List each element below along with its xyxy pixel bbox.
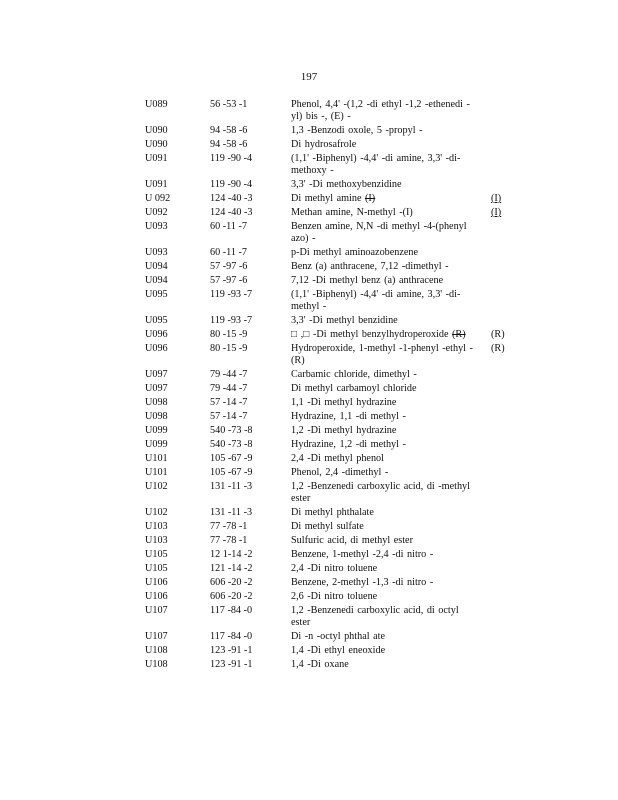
cas-number: 121 -14 -2 — [210, 563, 253, 574]
substance-name-text: Methan amine, N-methyl -(I) — [291, 207, 413, 218]
cas-number: 57 -97 -6 — [210, 275, 248, 286]
substance-name-text: 1,2 -Di methyl hydrazine — [291, 425, 397, 436]
cas-number: 124 -40 -3 — [210, 207, 253, 218]
hazard-code: (R) — [491, 329, 505, 340]
cas-number: 606 -20 -2 — [210, 577, 253, 588]
cas-number: 56 -53 -1 — [210, 99, 248, 110]
waste-code: U097 — [145, 383, 168, 394]
waste-code: U099 — [145, 439, 168, 450]
cas-number: 131 -11 -3 — [210, 481, 253, 492]
substance-name-text: Phenol, 4,4' -(1,2 -di ethyl -1,2 -ethenedi -yl) bis -, (E) - — [291, 99, 470, 122]
substance-name — [291, 439, 481, 451]
substance-name-text: 1,4 -Di ethyl eneoxide — [291, 645, 386, 656]
table-row — [145, 563, 515, 575]
cas-number: 12 1-14 -2 — [210, 549, 253, 560]
waste-code: U106 — [145, 577, 168, 588]
substance-name-text: Benzene, 2-methyl -1,3 -di nitro - — [291, 577, 434, 588]
substance-name — [291, 645, 481, 657]
table-row — [145, 645, 515, 657]
substance-name — [291, 453, 481, 465]
substance-name — [291, 125, 481, 137]
substance-name-text: Di methyl amine — [291, 193, 362, 204]
waste-code: U108 — [145, 659, 168, 670]
substance-name — [291, 383, 481, 395]
substance-name-text: 2,6 -Di nitro toluene — [291, 591, 378, 602]
table-row — [145, 591, 515, 603]
cas-number: 80 -15 -9 — [210, 343, 248, 354]
cas-number: 131 -11 -3 — [210, 507, 253, 518]
substance-name-text: Benzene, 1-methyl -2,4 -di nitro - — [291, 549, 434, 560]
table-row — [145, 467, 515, 479]
substance-name — [291, 275, 481, 287]
table-row — [145, 369, 515, 381]
cas-number: 119 -93 -7 — [210, 315, 253, 326]
substance-name-text: 7,12 -Di methyl benz (a) anthracene — [291, 275, 444, 286]
substance-name — [291, 549, 481, 561]
cas-number: 80 -15 -9 — [210, 329, 248, 340]
substance-name-text: Hydrazine, 1,1 -di methyl - — [291, 411, 406, 422]
table-row — [145, 329, 515, 341]
waste-code: U098 — [145, 397, 168, 408]
table-row — [145, 397, 515, 409]
table-row — [145, 179, 515, 191]
waste-code: U091 — [145, 179, 168, 190]
substance-name — [291, 139, 481, 151]
cas-number: 123 -91 -1 — [210, 645, 253, 656]
substance-name-text: Sulfuric acid, di methyl ester — [291, 535, 413, 546]
waste-code: U105 — [145, 563, 168, 574]
cas-number: 105 -67 -9 — [210, 467, 253, 478]
waste-code: U107 — [145, 605, 168, 616]
table-row — [145, 289, 515, 313]
table-row — [145, 535, 515, 547]
substance-name — [291, 369, 481, 381]
waste-code: U102 — [145, 507, 168, 518]
table-row — [145, 193, 515, 205]
substance-name — [291, 99, 481, 123]
substance-name — [291, 467, 481, 479]
table-row — [145, 439, 515, 451]
waste-code: U095 — [145, 315, 168, 326]
substance-name-text: (1,1' -Biphenyl) -4,4' -di amine, 3,3' -di-methyl - — [291, 289, 461, 312]
waste-code: U108 — [145, 645, 168, 656]
substance-name — [291, 207, 481, 219]
substance-name-text: (1,1' -Biphenyl) -4,4' -di amine, 3,3' -di-methoxy - — [291, 153, 461, 176]
table-row — [145, 275, 515, 287]
substance-name — [291, 563, 481, 575]
substance-name — [291, 289, 481, 313]
cas-number: 117 -84 -0 — [210, 631, 253, 642]
waste-code: U090 — [145, 125, 168, 136]
table-row — [145, 99, 515, 123]
waste-code: U094 — [145, 275, 168, 286]
cas-number: 60 -11 -7 — [210, 247, 247, 258]
substance-name — [291, 481, 481, 505]
substance-name — [291, 315, 481, 327]
waste-code: U090 — [145, 139, 168, 150]
cas-number: 94 -58 -6 — [210, 125, 248, 136]
substance-name-text: Di methyl carbamoyl chloride — [291, 383, 417, 394]
cas-number: 124 -40 -3 — [210, 193, 253, 204]
page-number: 197 — [300, 71, 318, 83]
substance-name — [291, 605, 481, 629]
waste-code: U106 — [145, 591, 168, 602]
substance-name-text: p-Di methyl aminoazobenzene — [291, 247, 419, 258]
table-row — [145, 343, 515, 367]
waste-code: U095 — [145, 289, 168, 300]
cas-number: 540 -73 -8 — [210, 425, 253, 436]
cas-number: 540 -73 -8 — [210, 439, 253, 450]
table-row — [145, 659, 515, 671]
waste-code: U089 — [145, 99, 168, 110]
cas-number: 119 -93 -7 — [210, 289, 253, 300]
substance-name — [291, 507, 481, 519]
substance-name — [291, 329, 481, 341]
waste-code: U093 — [145, 247, 168, 258]
substance-name-text: 2,4 -Di methyl phenol — [291, 453, 384, 464]
table-row — [145, 577, 515, 589]
hazard-code: (R) — [491, 343, 505, 354]
substance-name-text: 1,2 -Benzenedi carboxylic acid, di -methyl ester — [291, 481, 470, 504]
waste-code: U096 — [145, 329, 168, 340]
substance-name — [291, 535, 481, 547]
waste-code: U103 — [145, 521, 168, 532]
table-row — [145, 153, 515, 177]
substance-name-text: 3,3' -Di methyl benzidine — [291, 315, 398, 326]
table-row — [145, 631, 515, 643]
substance-name-text: Benzen amine, N,N -di methyl -4-(phenyl azo) - — [291, 221, 467, 244]
table-row — [145, 221, 515, 245]
substance-name — [291, 397, 481, 409]
waste-code: U102 — [145, 481, 168, 492]
cas-number: 79 -44 -7 — [210, 369, 248, 380]
substance-name — [291, 343, 481, 367]
substance-name-text: □ ,□ -Di methyl benzylhydroperoxide — [291, 329, 449, 340]
waste-code: U098 — [145, 411, 168, 422]
substance-name — [291, 247, 481, 259]
waste-code: U092 — [145, 207, 168, 218]
waste-code: U 092 — [145, 193, 171, 204]
waste-code: U091 — [145, 153, 168, 164]
substance-name — [291, 221, 481, 245]
waste-code: U099 — [145, 425, 168, 436]
substance-name-text: Di -n -octyl phthal ate — [291, 631, 385, 642]
substance-name — [291, 577, 481, 589]
substance-name-text: 3,3' -Di methoxybenzidine — [291, 179, 402, 190]
substance-name-text: 2,4 -Di nitro toluene — [291, 563, 378, 574]
cas-number: 57 -14 -7 — [210, 397, 248, 408]
substance-name-text: Di methyl sulfate — [291, 521, 364, 532]
table-row — [145, 315, 515, 327]
substance-name-text: Di hydrosafrole — [291, 139, 357, 150]
table-row — [145, 521, 515, 533]
table-row — [145, 507, 515, 519]
waste-code: U103 — [145, 535, 168, 546]
table-row — [145, 453, 515, 465]
table-row — [145, 481, 515, 505]
waste-code: U094 — [145, 261, 168, 272]
cas-number: 117 -84 -0 — [210, 605, 253, 616]
cas-number: 606 -20 -2 — [210, 591, 253, 602]
substance-name-text: 1,3 -Benzodi oxole, 5 -propyl - — [291, 125, 423, 136]
substance-name-text: Phenol, 2,4 -dimethyl - — [291, 467, 389, 478]
cas-number: 60 -11 -7 — [210, 221, 247, 232]
table-row — [145, 247, 515, 259]
table-row — [145, 139, 515, 151]
struck-hazard-code: (R) — [452, 329, 466, 340]
cas-number: 57 -14 -7 — [210, 411, 248, 422]
substance-name-text: Benz (a) anthracene, 7,12 -dimethyl - — [291, 261, 449, 272]
table-row — [145, 411, 515, 423]
struck-hazard-code: (I) — [365, 193, 376, 204]
table-row — [145, 549, 515, 561]
waste-code: U105 — [145, 549, 168, 560]
substance-name-text: Carbamic chloride, dimethyl - — [291, 369, 417, 380]
substance-name-text: 1,1 -Di methyl hydrazine — [291, 397, 397, 408]
substance-name-text: Hydrazine, 1,2 -di methyl - — [291, 439, 406, 450]
substance-name-text: 1,2 -Benzenedi carboxylic acid, di octyl ester — [291, 605, 459, 628]
substance-name-text: 1,4 -Di oxane — [291, 659, 349, 670]
substance-name — [291, 591, 481, 603]
substance-name — [291, 411, 481, 423]
waste-code: U101 — [145, 467, 168, 478]
table-row — [145, 425, 515, 437]
waste-code: U107 — [145, 631, 168, 642]
table-row — [145, 605, 515, 629]
waste-code: U093 — [145, 221, 168, 232]
cas-number: 77 -78 -1 — [210, 521, 248, 532]
waste-code: U096 — [145, 343, 168, 354]
cas-number: 57 -97 -6 — [210, 261, 248, 272]
waste-code-table — [145, 99, 515, 673]
cas-number: 119 -90 -4 — [210, 179, 253, 190]
cas-number: 79 -44 -7 — [210, 383, 248, 394]
cas-number: 77 -78 -1 — [210, 535, 248, 546]
cas-number: 94 -58 -6 — [210, 139, 248, 150]
table-row — [145, 261, 515, 273]
table-row — [145, 207, 515, 219]
waste-code: U101 — [145, 453, 168, 464]
hazard-code: (I) — [491, 207, 502, 218]
table-row — [145, 383, 515, 395]
substance-name — [291, 425, 481, 437]
substance-name — [291, 193, 481, 205]
substance-name — [291, 153, 481, 177]
cas-number: 105 -67 -9 — [210, 453, 253, 464]
substance-name-text: Hydroperoxide, 1-methyl -1-phenyl -ethyl -(R) — [291, 343, 473, 366]
cas-number: 119 -90 -4 — [210, 153, 253, 164]
waste-code: U097 — [145, 369, 168, 380]
substance-name — [291, 659, 481, 671]
table-row — [145, 125, 515, 137]
hazard-code: (I) — [491, 193, 502, 204]
substance-name — [291, 179, 481, 191]
substance-name-text: Di methyl phthalate — [291, 507, 374, 518]
cas-number: 123 -91 -1 — [210, 659, 253, 670]
substance-name — [291, 261, 481, 273]
substance-name — [291, 521, 481, 533]
substance-name — [291, 631, 481, 643]
